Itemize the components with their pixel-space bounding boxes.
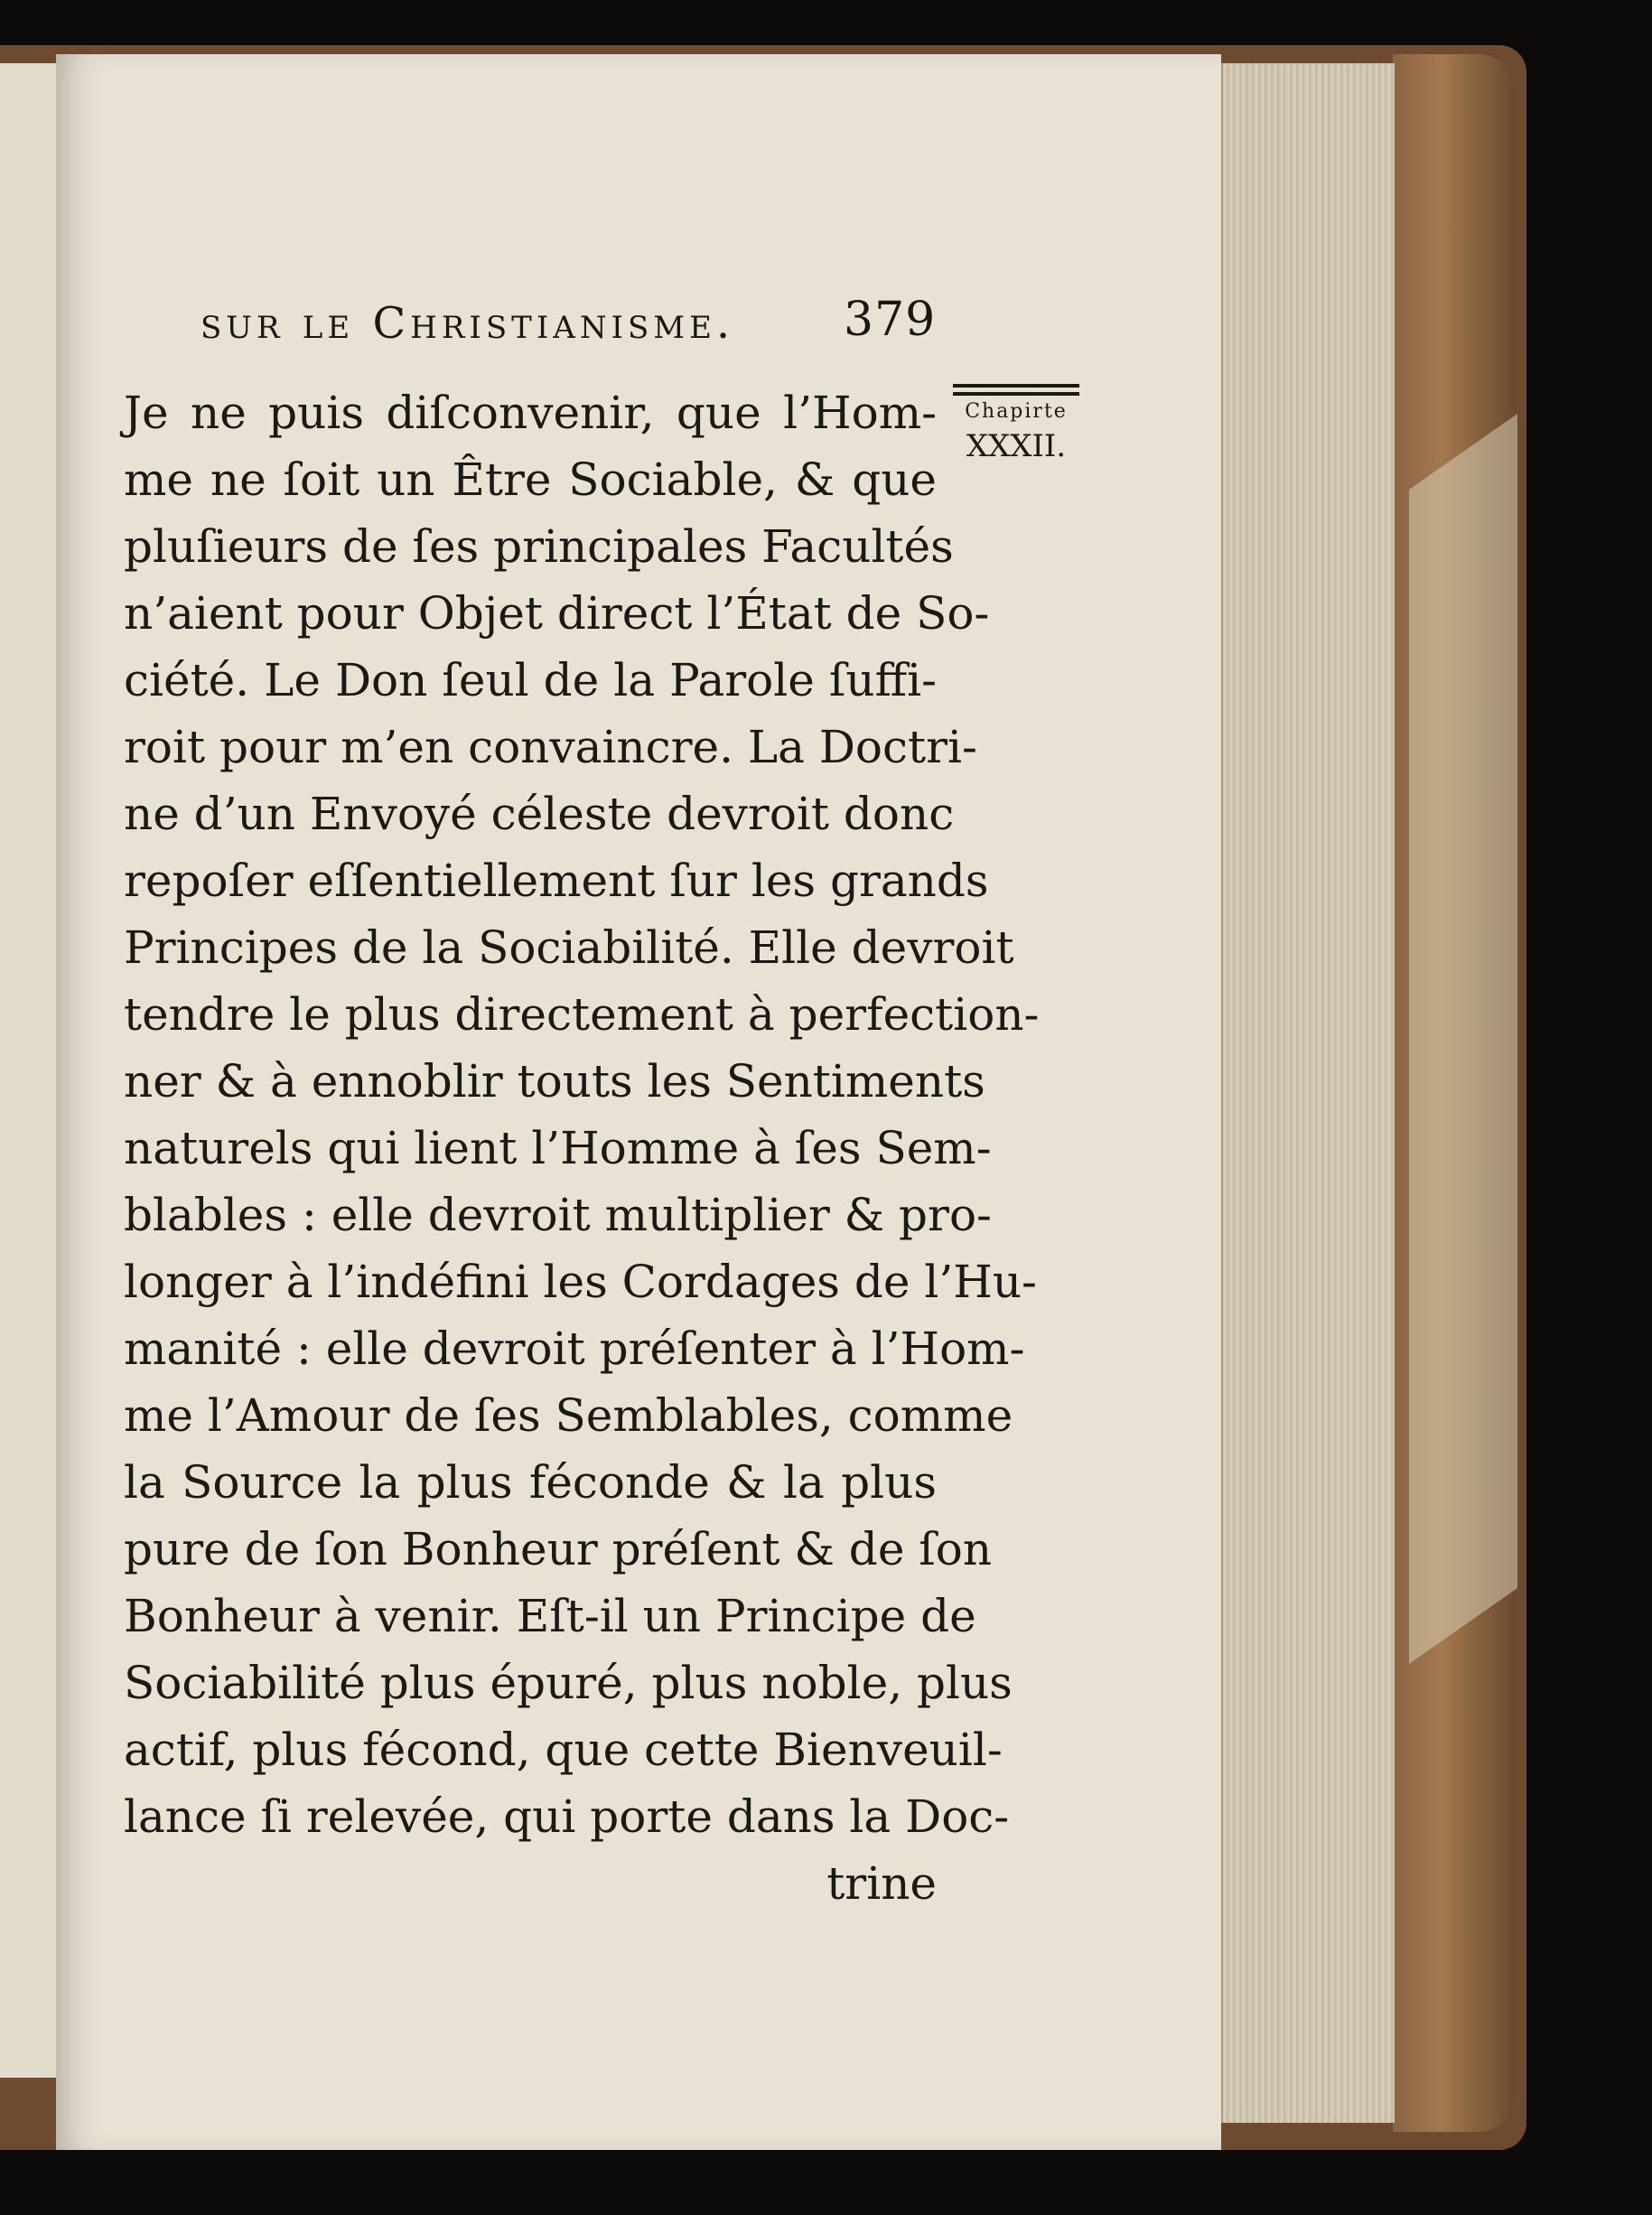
text-line: la Source la plus féconde & la plus (124, 1456, 937, 1509)
text-line: manité : elle devroit préſenter à l’Hom- (124, 1322, 1025, 1375)
facing-page-edge (0, 63, 58, 2078)
text-line: ner & à ennoblir touts les Sentiments (124, 1055, 985, 1108)
chapter-number: XXXII. (966, 428, 1067, 464)
text-line: ne d’un Envoyé céleste devroit donc (124, 788, 955, 840)
margin-chapter-note (948, 384, 1084, 464)
text-line: longer à l’indéfini les Cordages de l’Hu- (124, 1256, 1037, 1308)
chapter-label: Chapirte (965, 400, 1068, 423)
text-line: Principes de la Sociabilité. Elle devroit (124, 921, 1014, 974)
text-line: lance ſi relevée, qui porte dans la Doc- (124, 1790, 1010, 1843)
catchword: trine (826, 1857, 937, 1910)
text-line: me ne ſoit un Être Sociable, & que (124, 453, 937, 506)
cover-vellum-corner (1409, 414, 1517, 1664)
text-line: me l’Amour de ſes Semblables, comme (124, 1389, 1013, 1442)
page-fore-edge (1221, 63, 1395, 2123)
text-line: blables : elle devroit multiplier & pro- (124, 1189, 992, 1241)
text-line: actif, plus fécond, que cette Bienveuil- (124, 1724, 1003, 1776)
running-head: sur le Christianisme. (201, 298, 735, 349)
page-number: 379 (844, 293, 937, 347)
page-header (201, 293, 937, 352)
text-line: Sociabilité plus épuré, plus noble, plus (124, 1657, 1013, 1709)
margin-rule (953, 392, 1079, 396)
text-line: pure de ſon Bonheur préſent & de ſon (124, 1523, 993, 1575)
text-line: repoſer eſſentiellement ſur les grands (124, 855, 989, 907)
text-line: Bonheur à venir. Eſt-il un Principe de (124, 1590, 976, 1642)
text-line: roit pour m’en convaincre. La Doctri- (124, 721, 977, 773)
margin-rule (953, 384, 1079, 388)
text-line: ciété. Le Don ſeul de la Parole ſuffi- (124, 654, 937, 706)
text-line: n’aient pour Objet direct l’État de So- (124, 587, 990, 640)
text-line: tendre le plus directement à perfection- (124, 988, 1040, 1041)
text-line: pluſieurs de ſes principales Facultés (124, 520, 954, 573)
text-line: Je ne puis diſconvenir, que l’Hom- (124, 387, 937, 439)
text-line: naturels qui lient l’Homme à ſes Sem- (124, 1122, 992, 1174)
